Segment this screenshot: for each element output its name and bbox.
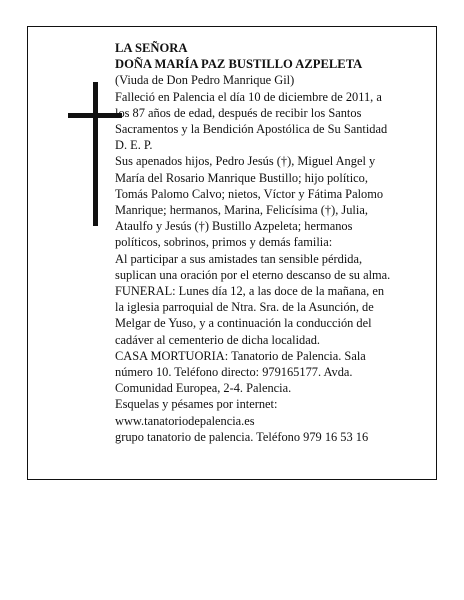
cross-vertical-bar [93,82,98,226]
obituary-text [115,40,420,445]
body-line: Comunidad Europea, 2-4. Palencia. [115,381,292,396]
body-line: María del Rosario Manrique Bustillo; hijo político, [115,170,368,185]
body-line: los 87 años de edad, después de recibir los Santos [115,105,362,120]
body-line: Ataulfo y Jesús (†) Bustillo Azpeleta; hermanos [115,219,353,234]
notice-heading: LA SEÑORA [115,41,188,55]
cross-icon [68,82,122,226]
body-line: cadáver al cementerio de dicha localidad. [115,332,321,347]
body-line: la iglesia parroquial de Ntra. Sra. de la Asunción, de [115,300,374,315]
body-line: Melgar de Yuso, y a continuación la conducción del [115,316,372,331]
body-line: Al participar a sus amistades tan sensible pérdida, [115,251,363,266]
body-line: Falleció en Palencia el día 10 de diciembre de 2011, a [115,89,382,104]
body-line: Sus apenados hijos, Pedro Jesús (†), Miguel Angel y [115,154,376,169]
body-line: FUNERAL: Lunes día 12, a las doce de la mañana, en [115,284,385,299]
body-line: D. E. P. [115,138,153,153]
cross-horizontal-bar [68,113,122,118]
body-line: número 10. Teléfono directo: 979165177. Avda. [115,365,353,380]
body-line: Tomás Palomo Calvo; nietos, Víctor y Fátima Palomo [115,186,384,201]
website-link[interactable]: www.tanatoriodepalencia.es [115,413,255,428]
body-line: políticos, sobrinos, primos y demás familia: [115,235,333,250]
body-line: grupo tanatorio de palencia. Teléfono 979 16 53 16 [115,429,369,444]
widow-of: (Viuda de Don Pedro Manrique Gil) [115,73,295,88]
body-line: Esquelas y pésames por internet: [115,397,278,412]
deceased-name: DOÑA MARÍA PAZ BUSTILLO AZPELETA [115,57,363,72]
body-line: CASA MORTUORIA: Tanatorio de Palencia. Sala [115,348,366,363]
body-line: suplican una oración por el eterno descanso de su alma. [115,267,391,282]
body-line: Manrique; hermanos, Marina, Felicísima (†), Julia, [115,203,368,218]
body-line: Sacramentos y la Bendición Apostólica de Su Santidad [115,122,388,137]
